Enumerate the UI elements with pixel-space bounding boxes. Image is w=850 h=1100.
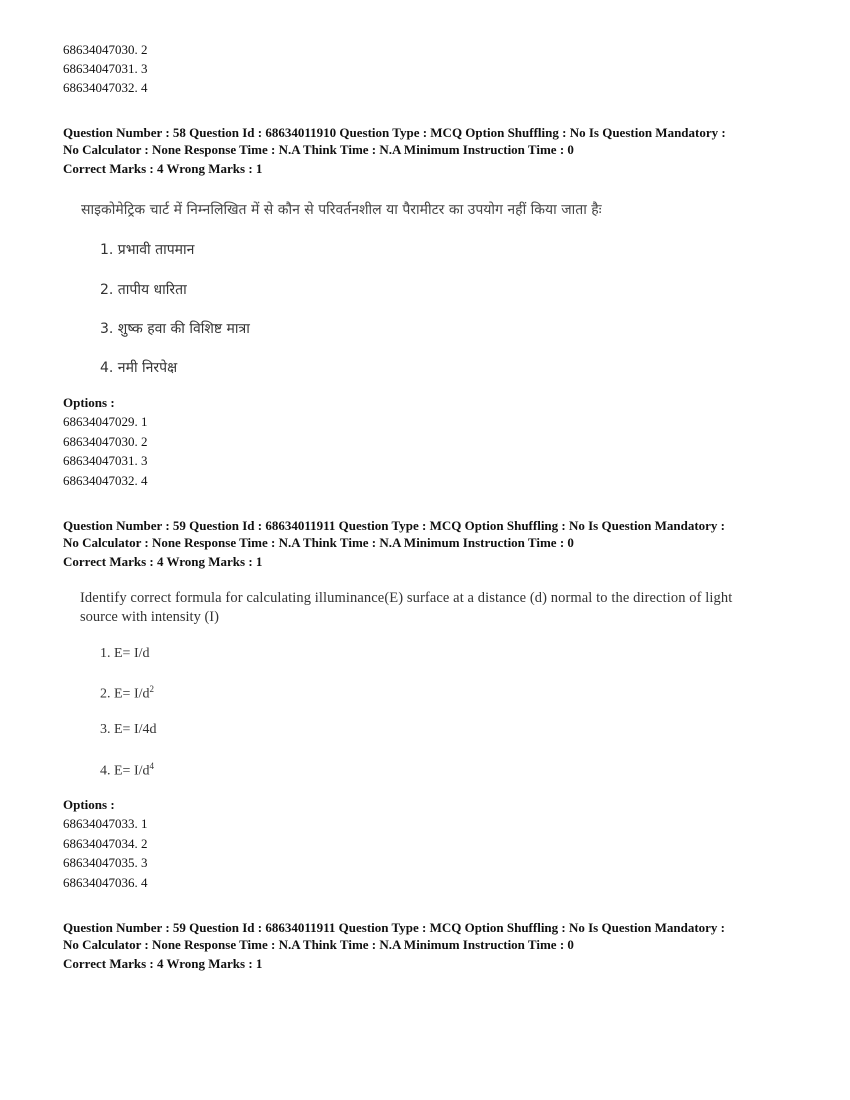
choice-text: 2. E= I/d [100,686,150,702]
question-meta: Question Number : 59 Question Id : 68634011911 Question Type : MCQ Option Shuffling : No Is Question Mandatory : [63,518,725,533]
option-line: 68634047036. 4 [63,875,148,890]
choice-text: 4. E= I/d [100,763,150,779]
option-line: 68634047030. 2 [63,42,148,57]
exponent: 4 [149,761,154,771]
option-line: 68634047035. 3 [63,855,148,870]
question-text: साइकोमेट्रिक चार्ट में निम्नलिखित में से कौन से परिवर्तनशील या पैरामीटर का उपयोग नहीं किया जाता हैः [81,202,602,218]
choice-2: 2. तापीय धारिता [100,282,187,298]
options-label: Options : [63,395,115,410]
question-meta: No Calculator : None Response Time : N.A Think Time : N.A Minimum Instruction Time : 0 [63,535,574,550]
question-text: Identify correct formula for calculating illuminance(E) surface at a distance (d) normal to the direction of light [80,590,733,606]
choice-4 [100,761,154,780]
question-meta: No Calculator : None Response Time : N.A Think Time : N.A Minimum Instruction Time : 0 [63,142,574,157]
choice-4: 4. नमी निरपेक्ष [100,360,178,376]
question-text: source with intensity (I) [80,609,219,625]
choice-3: 3. शुष्क हवा की विशिष्ट मात्रा [100,321,250,337]
choice-1: 1. प्रभावी तापमान [100,242,195,258]
option-line: 68634047031. 3 [63,453,148,468]
exponent: 2 [149,684,154,694]
question-meta: Question Number : 58 Question Id : 68634011910 Question Type : MCQ Option Shuffling : No Is Question Mandatory : [63,125,726,140]
question-meta: No Calculator : None Response Time : N.A Think Time : N.A Minimum Instruction Time : 0 [63,937,574,952]
question-marks: Correct Marks : 4 Wrong Marks : 1 [63,554,263,569]
option-line: 68634047031. 3 [63,61,148,76]
option-line: 68634047033. 1 [63,816,148,831]
choice-2 [100,684,154,703]
option-line: 68634047034. 2 [63,836,148,851]
options-label: Options : [63,797,115,812]
option-line: 68634047030. 2 [63,434,148,449]
option-line: 68634047032. 4 [63,80,148,95]
choice-3: 3. E= I/4d [100,722,157,737]
question-marks: Correct Marks : 4 Wrong Marks : 1 [63,956,263,971]
question-meta: Question Number : 59 Question Id : 68634011911 Question Type : MCQ Option Shuffling : No Is Question Mandatory : [63,920,725,935]
option-line: 68634047029. 1 [63,414,148,429]
choice-1: 1. E= I/d [100,646,150,661]
option-line: 68634047032. 4 [63,473,148,488]
question-marks: Correct Marks : 4 Wrong Marks : 1 [63,161,263,176]
